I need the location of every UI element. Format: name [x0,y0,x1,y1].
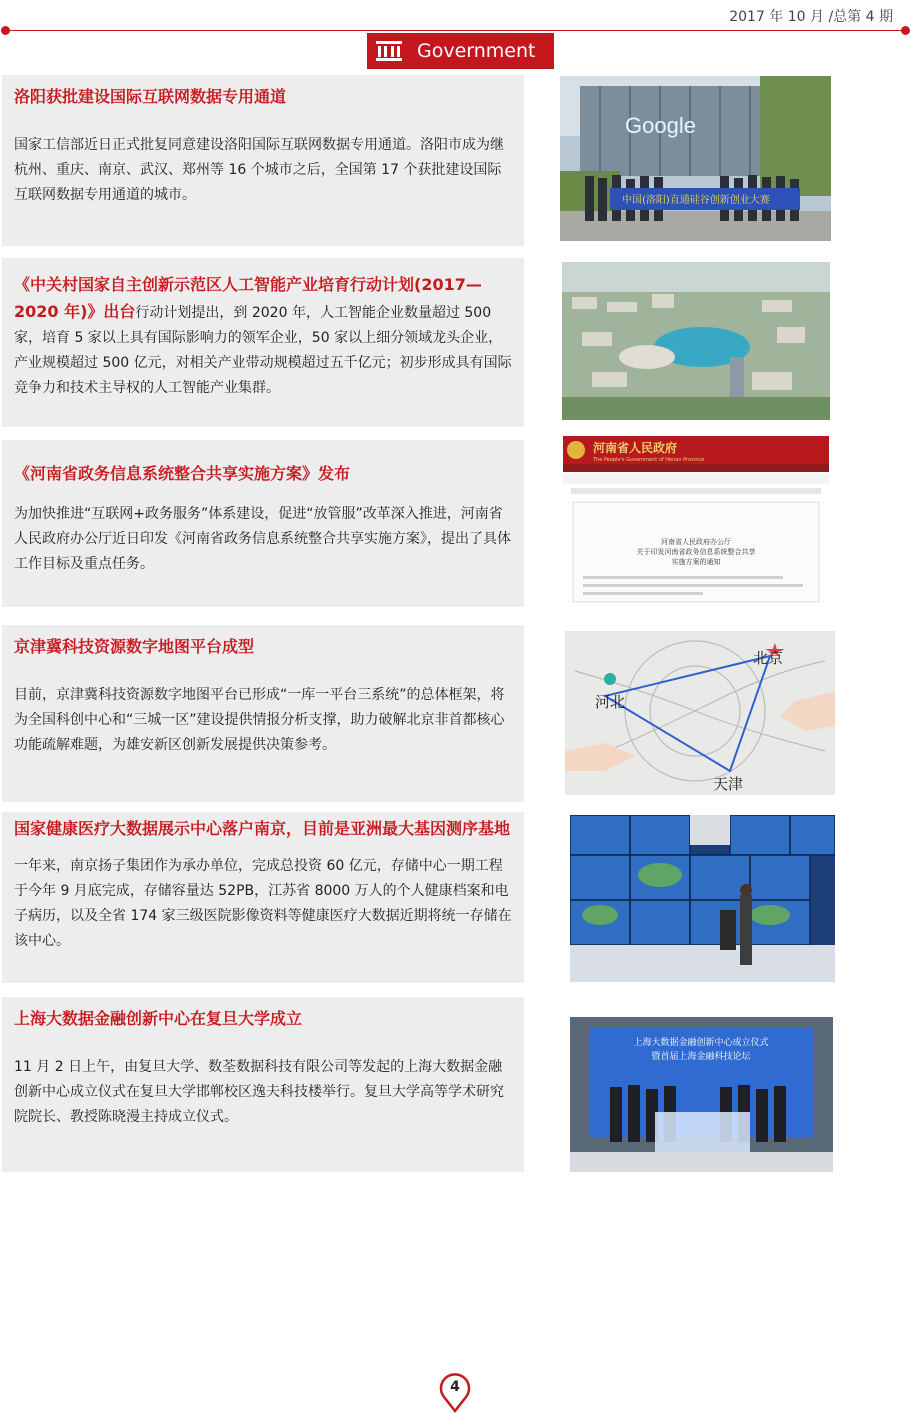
article-photo [562,262,830,420]
rule-dot-left [1,26,10,35]
article-photo [570,1017,833,1172]
page-number: 4 [450,1379,460,1395]
svg-text:天津: 天津 [713,775,744,793]
article-body: 目前，京津冀科技资源数字地图平台已形成“一库一平台三系统”的总体框架，将为全国科创中心和“三城一区”建设提供情报分析支撑，助力破解北京非首都核心功能疏解难题，为雄安新区创新发展提供决策参考。 [14,687,505,753]
article-card [2,440,524,607]
article-body: 行动计划提出，到 2020 年，人工智能企业数量超过 500 家，培育 5 家以上具有国际影响力的领军企业，50 家以上细分领域龙头企业，产业规模超过 500 亿元，对相关产业带动规模超过五千亿元；初步形成具有国际竞争力和技术主导权的人工智能产业集群。 [14,305,512,396]
article-body: 国家工信部近日正式批复同意建设洛阳国际互联网数据专用通道。洛阳市成为继杭州、重庆、南京、武汉、郑州等 16 个城市之后，全国第 17 个获批建设国际互联网数据专用通道的城市。 [14,137,504,203]
article-title: 京津冀科技资源数字地图平台成型 [14,637,255,656]
section-title: Government [417,40,536,62]
article-title: 《中关村国家自主创新示范区人工智能产业培育行动计划(2017—2020 年)》出台 [14,275,482,321]
article-title: 上海大数据金融创新中心在复旦大学成立 [14,1009,303,1028]
article-photo [563,436,829,607]
article-title: 洛阳获批建设国际互联网数据专用通道 [14,87,287,106]
svg-text:中国(洛阳)直通硅谷创新创业大赛: 中国(洛阳)直通硅谷创新创业大赛 [622,195,770,206]
section-banner [367,33,554,69]
svg-text:关于印发河南省政务信息系统整合共享: 关于印发河南省政务信息系统整合共享 [636,548,756,556]
svg-text:上海大数据金融创新中心成立仪式: 上海大数据金融创新中心成立仪式 [633,1038,769,1048]
svg-text:实施方案的通知: 实施方案的通知 [671,558,721,566]
article-card [2,75,524,246]
government-building-icon [375,40,403,62]
article-card [2,997,524,1172]
svg-text:The People's Government of Hen: The People's Government of Henan Province [593,457,705,463]
article-body: 11 月 2 日上午，由复旦大学、数荃数据科技有限公司等发起的上海大数据金融创新中心成立仪式在复旦大学邯郸校区逸夫科技楼举行。复旦大学高等学术研究院院长、教授陈晓漫主持成立仪式。 [14,1059,504,1125]
article-title: 国家健康医疗大数据展示中心落户南京，目前是亚洲最大基因测序基地 [14,819,511,838]
article-title: 《河南省政务信息系统整合共享实施方案》发布 [14,464,351,483]
article-card [2,258,524,427]
rule-dot-right [901,26,910,35]
svg-text:暨首届上海金融科技论坛: 暨首届上海金融科技论坛 [651,1052,751,1062]
article-photo [565,631,835,795]
article-photo [570,815,835,982]
svg-text:河北: 河北 [595,693,626,711]
svg-text:河南省人民政府: 河南省人民政府 [593,441,678,455]
page-number-marker [438,1373,472,1407]
svg-text:北京: 北京 [753,649,784,667]
svg-text:Google: Google [625,113,696,138]
svg-text:河南省人民政府办公厅: 河南省人民政府办公厅 [661,538,731,546]
issue-date: 2017 年 10 月 /总第 4 期 [729,9,893,25]
article-card [2,625,524,802]
article-body: 为加快推进“互联网+政务服务”体系建设，促进“放管服”改革深入推进，河南省人民政府办公厅近日印发《河南省政务信息系统整合共享实施方案》，提出了具体工作目标及重点任务。 [14,506,511,572]
header-rule [5,30,906,31]
article-body: 一年来，南京扬子集团作为承办单位，完成总投资 60 亿元，存储中心一期工程于今年 9 月底完成，存储容量达 52PB，江苏省 8000 万人的个人健康档案和电子病历，以及全省 174 家三级医院影像资料等健康医疗大数据近期将统一存储在该中心。 [14,858,512,949]
article-photo [560,76,831,241]
article-card [2,812,524,983]
